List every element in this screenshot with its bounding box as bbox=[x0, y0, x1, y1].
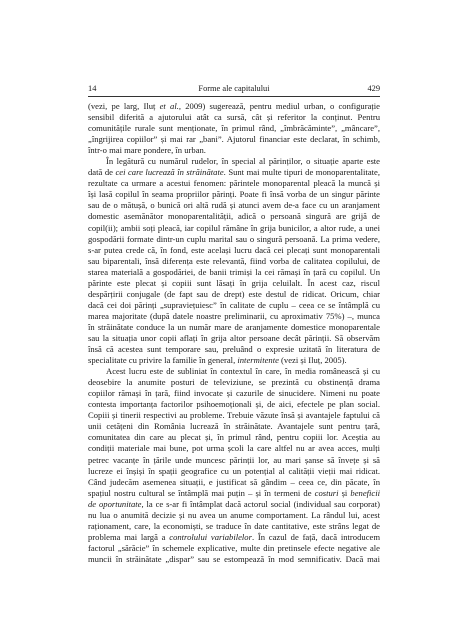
text-line bbox=[88, 234, 380, 245]
italic-text: cei care lucrează în străinătate bbox=[115, 167, 224, 178]
text-run: Copiii și tinerii respectivi au probleme. Trebuie văzute însă și avantajele faptului că bbox=[88, 410, 380, 421]
text-line bbox=[88, 101, 380, 112]
text-line bbox=[88, 399, 380, 410]
text-run: problema mai largă a bbox=[88, 531, 170, 542]
text-run: nu lua o anumită decizie și nu avea un anume comportament. La rândul lui, acest bbox=[88, 509, 380, 520]
text-line bbox=[88, 521, 380, 532]
text-run: , 2009) sugerează, pentru mediul urban, o configurație bbox=[178, 101, 380, 111]
text-line bbox=[88, 145, 380, 156]
text-run: sau de o mătușă, o bunică ori altă rudă și atunci avem de-a face cu un aranjament bbox=[88, 200, 380, 211]
text-run: rezultate ca urmare a acestui fenomen: părintele monoparental pleacă la muncă și bbox=[88, 178, 380, 189]
text-run: , la ce s-ar fi întâmplat dacă actorul social (individual sau corporat) bbox=[141, 498, 380, 509]
text-run: spațiul nostru cultural se întâmplă mai puțin – și în termeni de bbox=[88, 487, 315, 498]
text-run: în străinătate conduce la un număr mare de aranjamente domestice monoparentale bbox=[88, 321, 380, 332]
italic-text: beneficii bbox=[350, 487, 381, 498]
text-run: . Sunt mai multe tipuri de monoparentalitate, bbox=[223, 167, 380, 178]
text-line bbox=[88, 134, 380, 145]
text-run: „îngrijirea copiilor” și mai rar „bani”. Ajutorul financiar este declarat, în schimb, bbox=[88, 134, 380, 145]
text-run: și bbox=[338, 487, 351, 498]
text-run: comunitatea din care au plecat și, în primul rând, pentru copiii lor. Aceștia au bbox=[88, 432, 380, 443]
text-run: În legătură cu numărul rudelor, în special al părinților, o situație aparte este bbox=[106, 156, 380, 167]
text-run: dată de bbox=[88, 167, 116, 178]
italic-text: de oportunitate bbox=[88, 498, 142, 509]
text-run: lucreze ei înșiși în spații geografice cu un potențial al calității vieții mai ridicat. bbox=[88, 465, 380, 476]
text-line bbox=[88, 211, 380, 222]
text-run: își lasă copilul în seama propriilor părinți. Poate fi însă vorba de un singur părinte bbox=[88, 189, 380, 200]
text-line bbox=[88, 443, 380, 454]
text-line bbox=[88, 289, 380, 300]
italic-text: et al. bbox=[159, 101, 179, 111]
text-run: părinte este plecat și copiii sunt lăsați în grija celuilalt. În acest caz, riscul bbox=[88, 277, 380, 288]
text-line bbox=[88, 543, 380, 554]
text-run: copiilor rămași în țară, fiind invocate și cazurile de sinucidere. Nimeni nu poate bbox=[88, 388, 380, 399]
text-line bbox=[88, 256, 380, 267]
text-run: gospodării formate dintr-un cuplu marital sau o singură persoană. La prima vedere, bbox=[88, 233, 380, 244]
text-run: condiții materiale mai bune, pot urma școli la care altfel nu ar avea acces, mulți bbox=[88, 443, 380, 454]
text-line bbox=[88, 123, 380, 134]
text-run: comunitățile rurale sunt menționate, în primul rând, „îmbrăcăminte”, „mâncare”, bbox=[88, 123, 380, 134]
header-rule bbox=[88, 96, 380, 97]
text-line bbox=[88, 421, 380, 432]
text-run: . În cazul de față, dacă introducem bbox=[251, 531, 381, 542]
text-line bbox=[88, 189, 380, 200]
text-run: (vezi și Iluț, 2005). bbox=[278, 355, 347, 366]
text-run: sau biparentali, însă diferența este relevantă, fiind vorba de calitatea copilului, de bbox=[88, 255, 380, 266]
text-line bbox=[88, 554, 380, 565]
text-run: muncii în străinătate „dispar” sau se estompează în mod semnificativ. Dacă mai bbox=[88, 553, 380, 564]
text-line bbox=[88, 278, 380, 289]
text-line bbox=[88, 344, 380, 355]
text-run: contesta importanța factorilor psihoemoționali și, de aici, efectele pe plan social. bbox=[88, 399, 380, 410]
italic-text: costuri bbox=[314, 487, 339, 498]
text-run: Acest lucru este de subliniat în contextul în care, în media românească și cu bbox=[106, 366, 380, 377]
paragraph bbox=[88, 101, 380, 156]
text-run: despărțirii conjugale (de fapt sau de drept) este destul de ridicat. Oricum, chiar bbox=[88, 288, 380, 299]
text-run: petrec vacanțe în țările unde muncesc părinții lor, au mari șanse să învețe și să bbox=[88, 454, 380, 465]
text-line bbox=[88, 223, 380, 234]
text-run: dacă cei doi părinți „supraviețuiesc” în calitate de cuplu – ceea ce se întâmplă cu bbox=[88, 299, 380, 310]
text-line bbox=[88, 156, 380, 167]
text-run: într-o mai mare pondere, în urban. bbox=[88, 145, 206, 156]
text-line bbox=[88, 466, 380, 477]
text-run: raționament, care, la economiști, se traduce în date cantitative, este strâns legat de bbox=[88, 520, 380, 531]
text-run: domestic asemănător monoparentalității, adică o persoană singură are grijă de bbox=[88, 211, 380, 222]
text-run: marea majoritate (după datele noastre preliminarii, cu aproximativ 75%) –, munca bbox=[88, 310, 380, 321]
text-line bbox=[88, 355, 380, 366]
text-run: copil(ii); ambii soți pleacă, iar copilul rămâne în grija bunicilor, a altor rude, a unei bbox=[88, 222, 380, 233]
text-run: factorul „sărăcie” în schemele explicative, multe din pretinsele efecte negative ale bbox=[88, 542, 380, 553]
text-line bbox=[88, 112, 380, 123]
text-line bbox=[88, 455, 380, 466]
text-run: (vezi, pe larg, Iluț bbox=[88, 101, 160, 111]
italic-text: controlului variabilelor bbox=[169, 531, 252, 542]
text-line bbox=[88, 333, 380, 344]
text-line bbox=[88, 311, 380, 322]
text-line bbox=[88, 477, 380, 488]
text-line bbox=[88, 366, 380, 377]
text-run: starea materială a gospodăriei, de banii trimiși la cei rămași în țară cu copilul. Un bbox=[88, 266, 380, 277]
text-line bbox=[88, 178, 380, 189]
text-run: sau la situația unor copii aflați în grija altor persoane decât părinții. Să observăm bbox=[88, 332, 380, 343]
text-line bbox=[88, 510, 380, 521]
body-text bbox=[88, 101, 380, 565]
text-run: însă că acestea sunt temporare sau, preluând o expresie uzitată în literatura de bbox=[88, 344, 380, 355]
paragraph bbox=[88, 366, 380, 565]
text-line bbox=[88, 410, 380, 421]
text-line bbox=[88, 388, 380, 399]
text-run: deosebire la anumite posturi de televiziune, se prezintă cu obstinență drama bbox=[88, 377, 380, 388]
text-line bbox=[88, 499, 380, 510]
text-line bbox=[88, 167, 380, 178]
italic-text: intermitente bbox=[237, 355, 279, 366]
text-line bbox=[88, 300, 380, 311]
running-header bbox=[88, 83, 380, 95]
paragraph bbox=[88, 156, 380, 366]
text-line bbox=[88, 245, 380, 256]
text-line bbox=[88, 432, 380, 443]
text-run: unii cetățeni din România lucrează în străinătate. Avantajele sunt pentru țară, bbox=[88, 421, 380, 432]
text-line bbox=[88, 532, 380, 543]
text-line bbox=[88, 488, 380, 499]
text-line bbox=[88, 377, 380, 388]
text-run: sensibil diferită a ajutorului atât ca sursă, cât și referitor la conținut. Pentru bbox=[88, 112, 380, 123]
running-title: Forme ale capitalului bbox=[198, 84, 270, 93]
text-run: Când judecăm asemenea situații, e justificat să gândim – ceea ce, din păcate, în bbox=[88, 476, 380, 487]
text-run: s-ar putea crede că, în fond, este același lucru dacă cei plecați sunt monoparentali bbox=[88, 244, 380, 255]
text-line bbox=[88, 267, 380, 278]
page-number-right: 429 bbox=[367, 84, 380, 93]
text-run: specialitate cu privire la familie în general, bbox=[88, 355, 238, 366]
text-line bbox=[88, 200, 380, 211]
page-number-left: 14 bbox=[88, 84, 97, 93]
text-line bbox=[88, 322, 380, 333]
